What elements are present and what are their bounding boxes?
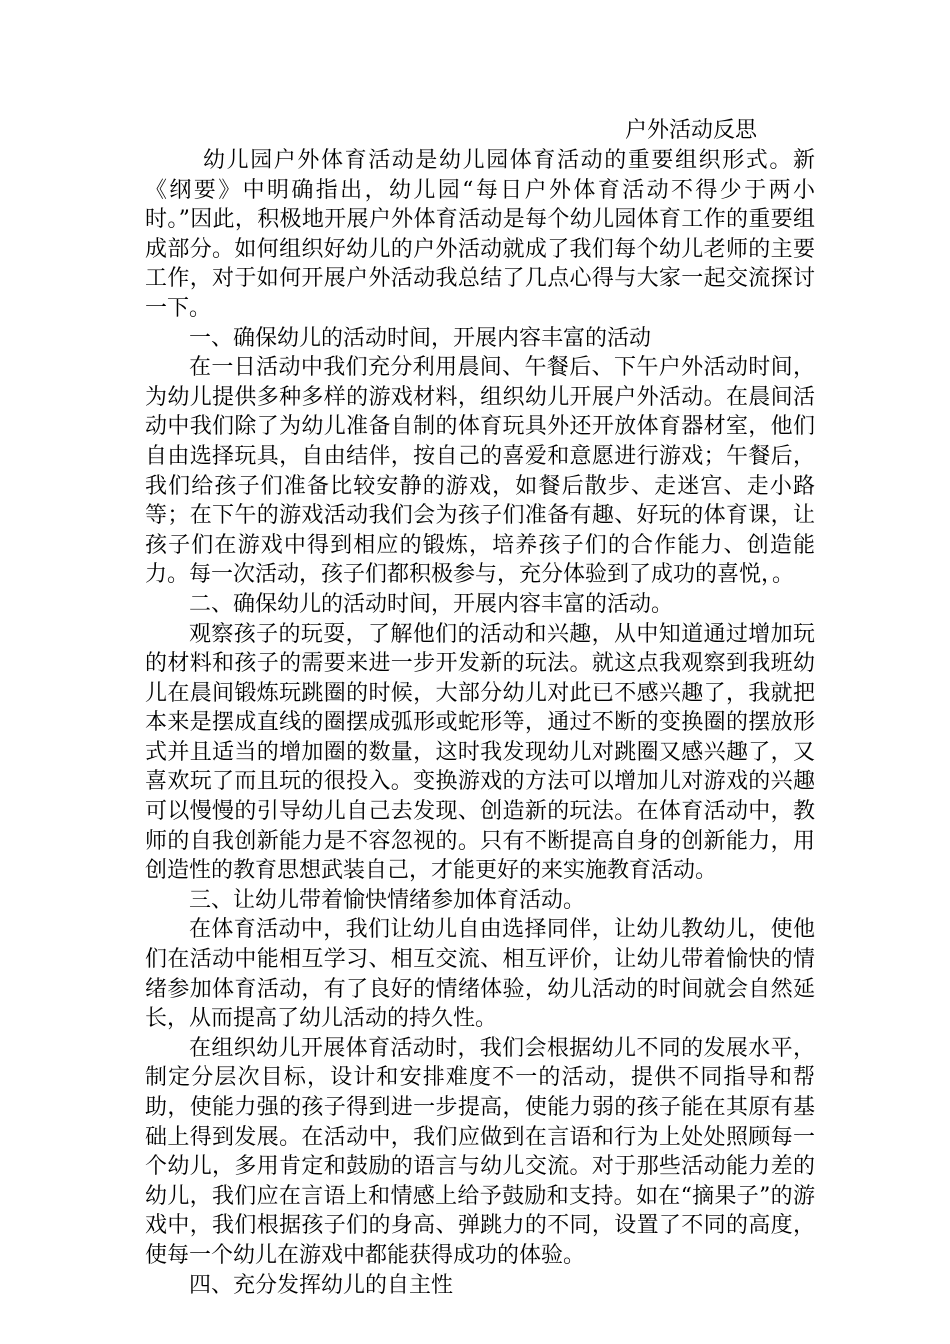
section-heading-4: 四、充分发挥幼儿的自主性 (189, 1272, 454, 1298)
section-heading-1: 一、确保幼儿的活动时间，开展内容丰富的活动 (189, 325, 652, 351)
document-title: 户外活动反思 (625, 118, 758, 143)
section-heading-3: 三、让幼儿带着愉快情绪参加体育活动。 (189, 887, 586, 913)
paragraph-section-3a: 在体育活动中，我们让幼儿自由选择同伴，让幼儿教幼儿，使他们在活动中能相互学习、相互交流、相互评价，让幼儿带着愉快的情绪参加体育活动，有了良好的情绪体验，幼儿活动的时间就会自然延长，从而提高了幼儿活动的持久性。 (145, 917, 815, 1032)
section-heading-2: 二、确保幼儿的活动时间，开展内容丰富的活动。 (189, 591, 674, 617)
paragraph-section-3b: 在组织幼儿开展体育活动时，我们会根据幼儿不同的发展水平，制定分层次目标，设计和安排难度不一的活动，提供不同指导和帮助，使能力强的孩子得到进一步提高，使能力弱的孩子能在其原有基础上得到发展。在活动中，我们应做到在言语和行为上处处照顾每一个幼儿，多用肯定和鼓励的语言与幼儿交流。对于那些活动能力差的幼儿，我们应在言语上和情感上给予鼓励和支持。如在“摘果子”的游戏中，我们根据孩子们的身高、弹跳力的不同，设置了不同的高度，使每一个幼儿在游戏中都能获得成功的体验。 (145, 1035, 815, 1268)
document-body (145, 116, 815, 1300)
paragraph-section-1: 在一日活动中我们充分利用晨间、午餐后、下午户外活动时间，为幼儿提供多种多样的游戏材料，组织幼儿开展户外活动。在晨间活动中我们除了为幼儿准备自制的体育玩具外还开放体育器材室，他们自由选择玩具，自由结伴，按自己的喜爱和意愿进行游戏；午餐后，我们给孩子们准备比较安静的游戏，如餐后散步、走迷宫、走小路等；在下午的游戏活动我们会为孩子们准备有趣、好玩的体育课，让孩子们在游戏中得到相应的锻炼，培养孩子们的合作能力、创造能力。每一次活动，孩子们都积极参与，充分体验到了成功的喜悦，。 (145, 355, 815, 588)
paragraph-section-2: 观察孩子的玩耍，了解他们的活动和兴趣，从中知道通过增加玩的材料和孩子的需要来进一步开发新的玩法。就这点我观察到我班幼儿在晨间锻炼玩跳圈的时候，大部分幼儿对此已不感兴趣了，我就把本来是摆成直线的圈摆成弧形或蛇形等，通过不断的变换圈的摆放形式并且适当的增加圈的数量，这时我发现幼儿对跳圈又感兴趣了，又喜欢玩了而且玩的很投入。变换游戏的方法可以增加儿对游戏的兴趣可以慢慢的引导幼儿自己去发现、创造新的玩法。在体育活动中，教师的自我创新能力是不容忽视的。只有不断提高自身的创新能力，用创造性的教育思想武装自己，才能更好的来实施教育活动。 (145, 621, 815, 884)
paragraph-intro: 幼儿园户外体育活动是幼儿园体育活动的重要组织形式。新《纲要》中明确指出，幼儿园“每日户外体育活动不得少于两小时。”因此，积极地开展户外体育活动是每个幼儿园体育工作的重要组成部分。如何组织好幼儿的户外活动就成了我们每个幼儿老师的主要工作，对于如何开展户外活动我总结了几点心得与大家一起交流探讨一下。 (145, 148, 815, 321)
